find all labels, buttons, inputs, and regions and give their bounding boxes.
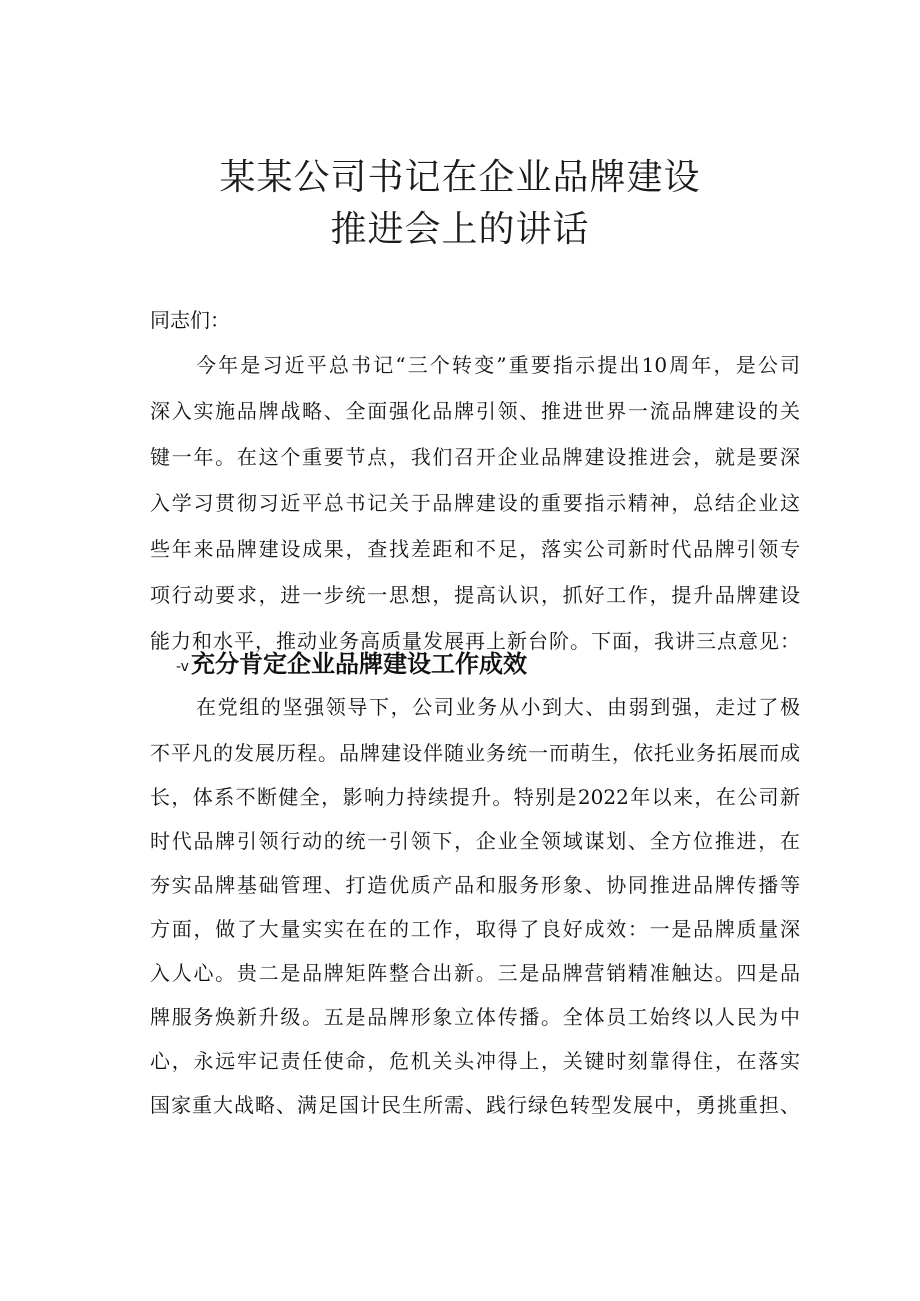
paragraph2-line: 牌服务焕新升级。五是品牌形象立体传播。全体员工始终以人民为中 — [150, 1005, 800, 1029]
document-title — [0, 152, 920, 256]
paragraph2-line: 国家重大战略、满足国计民生所需、践行绿色转型发展中，勇挑重担、 — [150, 1093, 800, 1117]
paragraph1-line: 项行动要求，进一步统一思想，提高认识，抓好工作，提升品牌建设 — [150, 583, 800, 607]
paragraph2-line: 时代品牌引领行动的统一引领下，企业全领域谋划、全方位推进，在 — [150, 829, 800, 853]
salutation: 同志们： — [150, 308, 230, 332]
title-line-2: 推进会上的讲话 — [330, 209, 590, 250]
paragraph1-line: 能力和水平，推动业务高质量发展再上新台阶。下面，我讲三点意见： — [150, 629, 800, 653]
section-heading-marker: -v — [176, 659, 189, 675]
section-heading-text: 充分肯定企业品牌建设工作成效 — [190, 650, 527, 678]
section-heading — [176, 645, 527, 686]
paragraph1-line: 键一年。在这个重要节点，我们召开企业品牌建设推进会，就是要深 — [150, 445, 800, 469]
paragraph2-line: 长，体系不断健全，影响力持续提升。特别是2022年以来，在公司新 — [150, 785, 800, 809]
paragraph2-line: 不平凡的发展历程。品牌建设伴随业务统一而萌生，依托业务拓展而成 — [150, 741, 800, 765]
paragraph2-line: 夯实品牌基础管理、打造优质产品和服务形象、协同推进品牌传播等 — [150, 873, 800, 897]
paragraph2-line: 入人心。贵二是品牌矩阵整合出新。三是品牌营销精准触达。四是品 — [150, 961, 800, 985]
paragraph1-line: 入学习贯彻习近平总书记关于品牌建设的重要指示精神，总结企业这 — [150, 491, 800, 515]
paragraph1-line: 今年是习近平总书记“三个转变”重要指示提出10周年，是公司 — [196, 353, 800, 377]
paragraph2-line: 心，永远牢记责任使命，危机关头冲得上，关键时刻靠得住，在落实 — [150, 1049, 800, 1073]
paragraph1-line: 深入实施品牌战略、全面强化品牌引领、推进世界一流品牌建设的关 — [150, 399, 800, 423]
title-line-1: 某某公司书记在企业品牌建设 — [219, 157, 701, 198]
paragraph2-line: 方面，做了大量实实在在的工作，取得了良好成效：一是品牌质量深 — [150, 917, 800, 941]
paragraph1-line: 些年来品牌建设成果，查找差距和不足，落实公司新时代品牌引领专 — [150, 537, 800, 561]
paragraph2-line: 在党组的坚强领导下，公司业务从小到大、由弱到强，走过了极 — [196, 695, 800, 719]
